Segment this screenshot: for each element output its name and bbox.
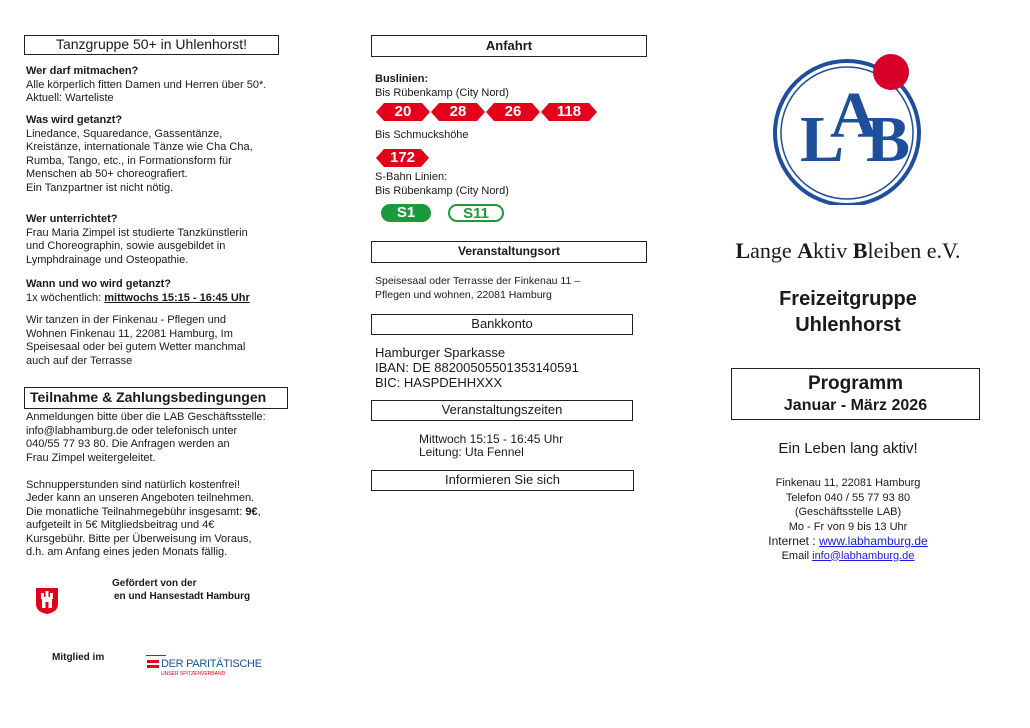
group-title-line: Freizeitgruppe	[779, 288, 917, 310]
paritaet-logo-mark	[146, 655, 166, 656]
trial-line: Jeder kann an unseren Angeboten teilnehmen.	[26, 492, 255, 504]
conditions-title: Teilnahme & Zahlungsbedingungen	[30, 389, 267, 405]
when-highlight: mittwochs 15:15 - 16:45 Uhr	[104, 291, 250, 304]
member-label: Mitglied im	[52, 652, 105, 663]
section-question: Wer darf mitmachen?	[26, 65, 139, 77]
contact-line: Finkenau 11, 22081 Hamburg	[775, 477, 921, 489]
group-title-line: Uhlenhorst	[795, 314, 901, 336]
tanzgruppe-title-box	[24, 35, 279, 55]
times-text	[419, 433, 563, 459]
section-who	[26, 65, 306, 106]
sbahn-dest: Bis Rübenkamp (City Nord)	[375, 185, 509, 197]
paritaet-logo-mark	[147, 660, 159, 663]
bus-line-label: 26	[504, 103, 522, 120]
section-when	[26, 278, 306, 305]
bank-title: Bankkonto	[471, 316, 533, 331]
venue-line: Speisesaal oder Terrasse der Finkenau 11 –	[375, 275, 581, 287]
contact-block	[700, 476, 996, 563]
section-line	[26, 292, 306, 306]
section-line: Rumba, Tango, etc., in Formationsform für	[26, 154, 232, 167]
logo-letter-b: B	[866, 103, 911, 176]
conditions-line: info@labhamburg.de oder telefonisch unter	[26, 424, 238, 437]
section-line: Frau Maria Zimpel ist studierte Tanzkünstlerin	[26, 226, 248, 239]
bus-dest-2: Bis Schmuckshöhe	[375, 129, 469, 141]
conditions-line: Frau Zimpel weitergeleitet.	[26, 451, 156, 464]
program-title: Programm	[807, 373, 904, 394]
anfahrt-title-box	[371, 35, 647, 57]
bus-line-label: 172	[389, 149, 416, 166]
section-line: Kreistänze, internationale Tänze wie Cha Cha,	[26, 141, 253, 153]
section-line: Menschen ab 50+ choreografiert.	[26, 168, 188, 180]
bus-line-badge	[431, 103, 485, 121]
tanzgruppe-title: Tanzgruppe 50+ in Uhlenhorst!	[55, 36, 248, 52]
website-link[interactable]: www.labhamburg.de	[818, 534, 928, 548]
org-initial: L	[735, 238, 751, 263]
fee-detail-line: Kursgebühr. Bitte per Überweisung im Voraus,	[26, 532, 252, 545]
contact-line: Mo - Fr von 9 bis 13 Uhr	[788, 520, 908, 533]
bank-line: IBAN: DE 88200505501353140591	[375, 360, 579, 375]
bus-line-badge	[486, 103, 540, 121]
org-initial: B	[852, 238, 868, 263]
internet-label: Internet :	[768, 534, 819, 548]
venue-text	[375, 274, 580, 302]
fee-value: 9€	[245, 505, 258, 518]
section-teacher	[26, 213, 306, 267]
contact-internet	[700, 534, 996, 549]
section-dances	[26, 114, 306, 195]
section-line: Aktuell: Warteliste	[26, 92, 114, 104]
bus-dest-1: Bis Rübenkamp (City Nord)	[375, 87, 509, 99]
times-title-box	[371, 400, 633, 421]
spacer	[26, 465, 306, 479]
org-name	[700, 238, 996, 264]
paritaet-sub: UNSER SPITZENVERBAND	[161, 671, 226, 677]
times-line: Mittwoch 15:15 - 16:45 Uhr	[419, 432, 564, 446]
logo-letter-l: L	[800, 103, 845, 176]
section-line: Linedance, Squaredance, Gassentänze,	[26, 127, 223, 140]
bus-line-badge	[541, 103, 597, 121]
funded-by-text	[112, 577, 250, 603]
section-question: Wann und wo wird getanzt?	[26, 278, 172, 290]
sbahn-line-label: S11	[463, 205, 489, 222]
slogan: Ein Leben lang aktiv!	[778, 440, 918, 457]
fee-detail-line: aufgeteilt in 5€ Mitgliedsbeitrag und 4€	[26, 519, 215, 531]
funded-line: en und Hansestadt Hamburg	[114, 591, 251, 602]
paritaet-logo-mark	[147, 665, 159, 668]
location-line: auch auf der Terrasse	[26, 354, 133, 367]
funded-line: Gefördert von der	[112, 578, 197, 589]
email-link[interactable]: info@labhamburg.de	[812, 549, 915, 562]
program-period: Januar - März 2026	[783, 397, 928, 414]
when-prefix: 1x wöchentlich:	[26, 291, 105, 304]
fee-suffix: ,	[257, 505, 261, 518]
location-line: Speisesaal oder bei gutem Wetter manchmal	[26, 341, 246, 353]
lab-logo	[770, 45, 930, 205]
location-line: Wir tanzen in der Finkenau - Pflegen und	[26, 314, 226, 326]
section-question: Wer unterrichtet?	[26, 213, 118, 225]
times-line: Leitung: Uta Fennel	[419, 445, 524, 459]
venue-title: Veranstaltungsort	[457, 244, 561, 258]
bank-title-box	[371, 314, 633, 335]
venue-line: Pflegen und wohnen, 22081 Hamburg	[375, 289, 552, 301]
fee-detail-line: d.h. am Anfang eines jeden Monats fällig.	[26, 546, 228, 558]
conditions-line: Anmeldungen bitte über die LAB Geschäftsstelle:	[26, 411, 266, 423]
contact-email	[700, 549, 996, 564]
sbahn-label: S-Bahn Linien:	[375, 171, 448, 183]
bus-line-badge	[376, 149, 429, 167]
times-title: Veranstaltungszeiten	[441, 402, 563, 417]
section-line: Alle körperlich fitten Damen und Herren über 50*.	[26, 78, 267, 91]
fee-prefix: Die monatliche Teilnahmegebühr insgesamt:	[26, 505, 246, 518]
section-line: Ein Tanzpartner ist nicht nötig.	[26, 181, 174, 194]
email-label: Email	[781, 549, 813, 562]
bank-text	[375, 345, 579, 390]
sbahn-line-badge	[448, 204, 504, 222]
location-line: Wohnen Finkenau 11, 22081 Hamburg, Im	[26, 327, 233, 340]
section-line: Lymphdrainage und Osteopathie.	[26, 253, 189, 266]
trial-line: Schnupperstunden sind natürlich kostenfrei!	[26, 478, 241, 491]
conditions-title-box	[24, 387, 288, 409]
info-title: Informieren Sie sich	[445, 472, 560, 487]
logo-letter-a: A	[830, 79, 878, 152]
bus-line-label: 20	[394, 103, 412, 120]
contact-line: (Geschäftsstelle LAB)	[794, 506, 902, 518]
group-title	[700, 286, 996, 338]
org-initial: A	[797, 238, 814, 263]
sbahn-line-label: S1	[396, 204, 416, 221]
venue-title-box	[371, 241, 647, 263]
conditions-line: 040/55 77 93 80. Die Anfragen werden an	[26, 438, 230, 450]
conditions-text	[26, 411, 306, 560]
bank-line: BIC: HASPDEHHXXX	[375, 375, 503, 390]
fee-line	[26, 506, 306, 520]
sbahn-line-badge	[381, 204, 431, 222]
contact-line: Telefon 040 / 55 77 93 80	[785, 491, 911, 504]
paritaet-logo	[146, 655, 266, 681]
hamburg-coat-of-arms-icon	[36, 588, 58, 614]
bus-label: Buslinien:	[375, 73, 429, 85]
paritaet-main: DER PARITÄTISCHE	[161, 658, 262, 670]
anfahrt-title: Anfahrt	[485, 38, 533, 53]
section-question: Was wird getanzt?	[26, 114, 123, 126]
section-line: und Choreographin, sowie ausgebildet in	[26, 240, 226, 252]
bus-line-badge	[376, 103, 430, 121]
bus-line-label: 118	[556, 103, 582, 120]
program-box	[731, 368, 980, 420]
info-title-box	[371, 470, 634, 491]
location-text	[26, 314, 306, 368]
bus-line-label: 28	[449, 103, 467, 120]
org-word: ange	[750, 238, 798, 263]
bank-line: Hamburger Sparkasse	[375, 345, 506, 360]
org-word: ktiv	[813, 238, 853, 263]
org-word: leiben e.V.	[867, 238, 961, 263]
